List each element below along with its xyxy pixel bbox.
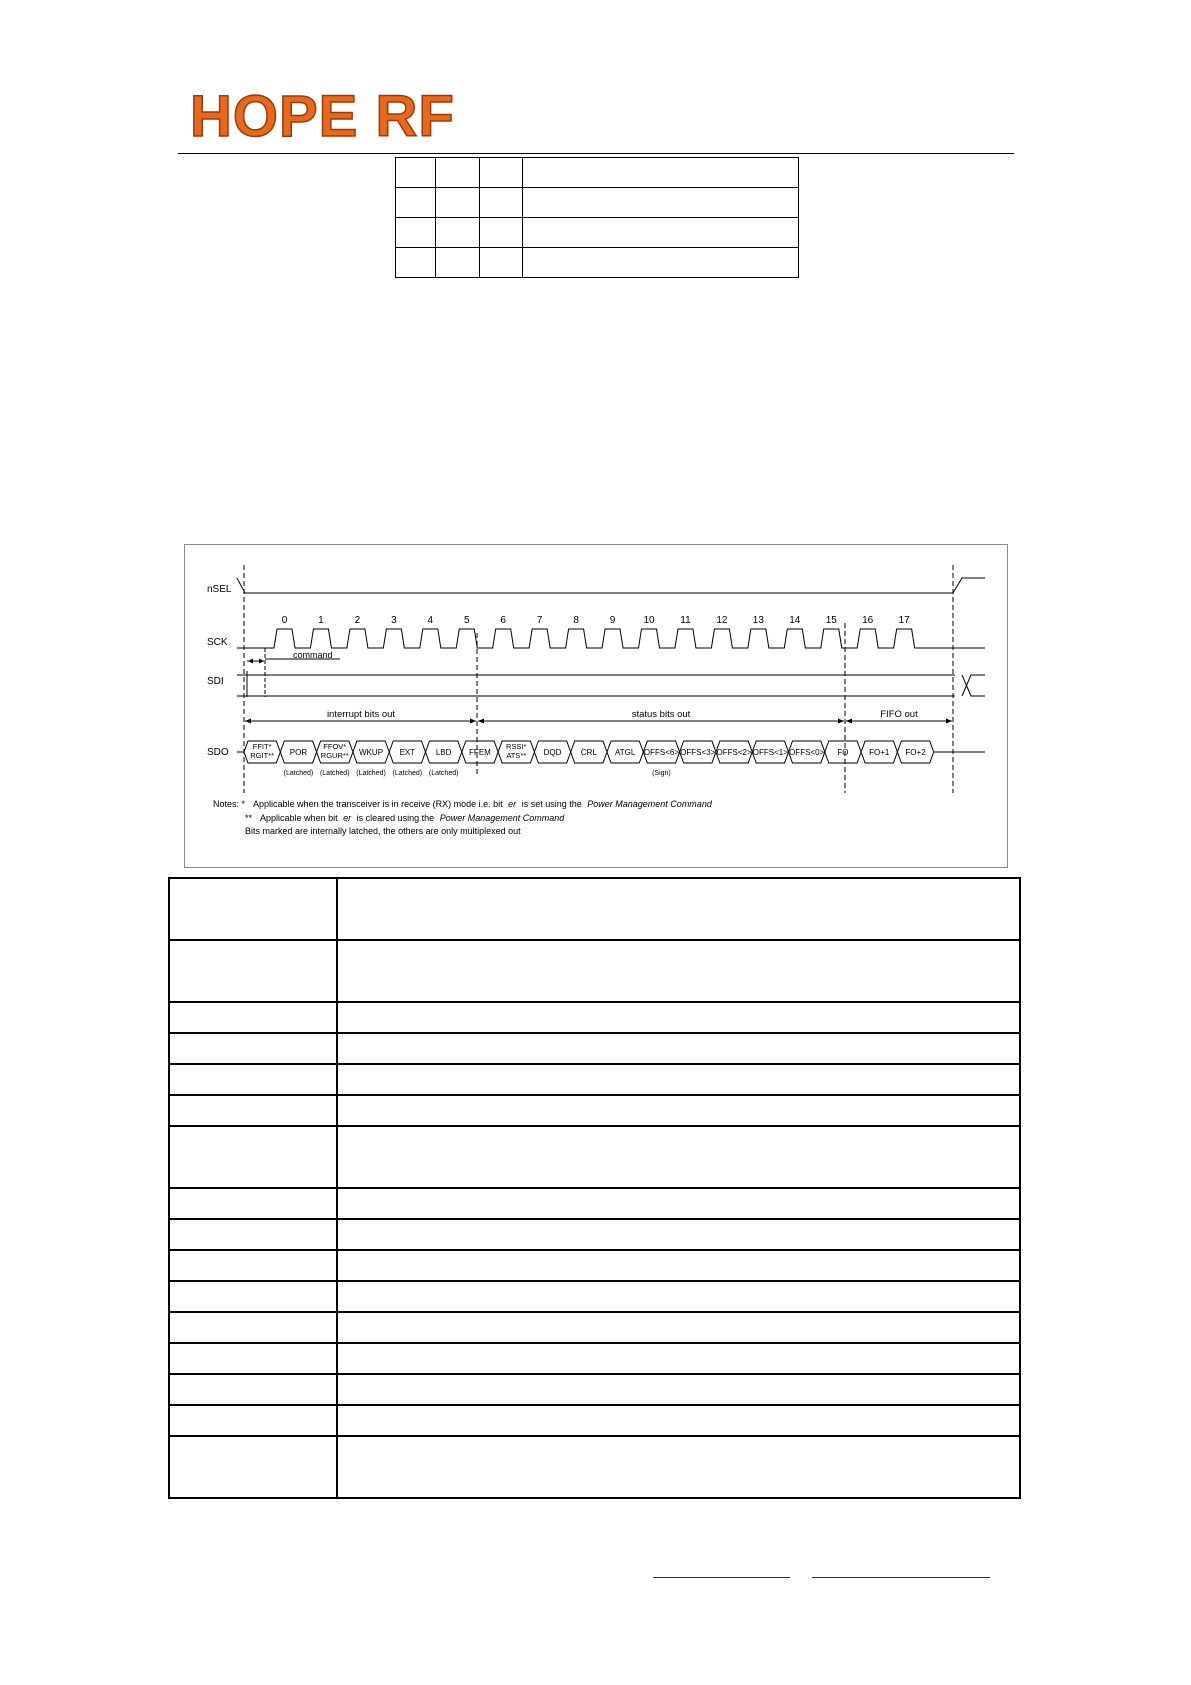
bit-description-cell [337, 878, 1020, 940]
arrowhead-left [248, 659, 253, 664]
clock-number: 14 [789, 615, 801, 626]
sdo-bit-label: CRL [580, 748, 597, 757]
command-label: command [293, 650, 333, 660]
bit-description-cell [337, 1219, 1020, 1250]
bit-name-cell [169, 1219, 337, 1250]
bit-description-cell [337, 1374, 1020, 1405]
clock-number: 8 [573, 615, 579, 626]
clock-number: 4 [427, 615, 434, 626]
bit-description-cell [337, 1312, 1020, 1343]
note-line-1: Notes: * Applicable when the transceiver is in receive (RX) mode i.e. bit er is set using the Power Management Command [213, 799, 712, 809]
bit-name-cell [169, 1095, 337, 1126]
sdo-bit-label: RGIT** [250, 751, 275, 760]
table-row [396, 218, 799, 248]
clock-number: 13 [752, 615, 764, 626]
sdo-bit-note: (Latched) [428, 770, 459, 777]
bit-description-cell [337, 1095, 1020, 1126]
bit-description-cell [337, 1002, 1020, 1033]
sdo-bit-label: WKUP [359, 748, 384, 757]
sdo-bit-note: (Latched) [392, 770, 423, 777]
section-label-status: status bits out [631, 709, 691, 720]
bit-description-cell [337, 1064, 1020, 1095]
table-row [169, 1374, 1020, 1405]
table-row [169, 1002, 1020, 1033]
table-row [169, 1095, 1020, 1126]
clock-number: 11 [680, 615, 691, 626]
clock-numbers [282, 615, 910, 626]
sdo-bit-label: ATS** [506, 751, 527, 760]
bit-name-cell [169, 1343, 337, 1374]
section-label-fifo: FIFO out [880, 709, 918, 720]
clock-number: 16 [862, 615, 874, 626]
table-row [169, 1436, 1020, 1498]
table-row [169, 1126, 1020, 1188]
bit-name-cell [169, 1250, 337, 1281]
bit-name-cell [169, 1188, 337, 1219]
bit-description-cell [337, 1188, 1020, 1219]
table-row [169, 940, 1020, 1002]
table-row [169, 1188, 1020, 1219]
sdo-bit-label: EXT [399, 748, 416, 757]
bit-name-cell [169, 1002, 337, 1033]
bit-description-cell [337, 1033, 1020, 1064]
clock-number: 10 [643, 615, 655, 626]
footer-link-underline[interactable] [812, 1577, 990, 1578]
sdo-bit-label: OFFS<2> [716, 748, 752, 757]
hope-rf-logo: HOPE RF [190, 84, 455, 149]
sdo-bit-label: FFEM [469, 748, 491, 757]
sdo-bit-label: OFFS<3> [680, 748, 716, 757]
clock-number: 9 [609, 615, 616, 626]
clock-number: 0 [281, 615, 288, 626]
bit-description-cell [337, 1250, 1020, 1281]
sdo-bit-label: OFFS<0> [789, 748, 825, 757]
bit-description-cell [337, 1343, 1020, 1374]
bit-name-cell [169, 1126, 337, 1188]
sdo-bit-label: RGUR** [320, 751, 349, 760]
signal-label-sdo: SDO [207, 747, 229, 758]
table-row [169, 1281, 1020, 1312]
sdo-bit-label: OFFS<6> [643, 748, 680, 757]
bit-name-cell [169, 878, 337, 940]
timing-svg [185, 545, 1007, 867]
bit-name-cell [169, 1405, 337, 1436]
signal-label-sck: SCK [207, 637, 228, 648]
sdo-bit-label: RSSI* [506, 742, 527, 751]
bit-description-cell [337, 1281, 1020, 1312]
sck-waveform [237, 629, 985, 648]
section-label-interrupt: interrupt bits out [326, 709, 396, 720]
bit-name-cell [169, 1033, 337, 1064]
signal-label-nsel: nSEL [207, 584, 232, 595]
sdo-bit-note: (Latched) [283, 770, 314, 777]
table-row [169, 1405, 1020, 1436]
sdo-bit-label: FO+1 [869, 748, 890, 757]
table-row [396, 188, 799, 218]
bit-table [395, 157, 799, 278]
clock-number: 6 [500, 615, 506, 626]
arrowhead-right [259, 659, 264, 664]
clock-number: 12 [716, 615, 728, 626]
status-bit-description-table [168, 877, 1021, 1499]
sdo-bit-label: FFIT* [252, 742, 272, 751]
signal-label-sdi: SDI [207, 676, 224, 687]
table-row [396, 158, 799, 188]
sdo-bus [237, 741, 985, 777]
table-row [396, 248, 799, 278]
sdi-waveform [237, 675, 985, 696]
table-row [169, 1219, 1020, 1250]
clock-number: 1 [318, 615, 324, 626]
sdo-bit-label: OFFS<1> [752, 748, 788, 757]
clock-number: 7 [536, 615, 543, 626]
sdo-bit-label: POR [289, 748, 308, 757]
sdo-bit-label: FO [837, 748, 849, 757]
bit-description-cell [337, 1405, 1020, 1436]
table-row [169, 1343, 1020, 1374]
nsel-waveform [237, 578, 985, 593]
header-divider [178, 153, 1014, 154]
table-row [169, 1033, 1020, 1064]
bit-name-cell [169, 1312, 337, 1343]
bit-name-cell [169, 1281, 337, 1312]
note-line-2: ** Applicable when bit er is cleared using the Power Management Command [245, 813, 565, 823]
sdo-bit-note: (Sign) [652, 770, 671, 777]
bit-description-cell [337, 940, 1020, 1002]
status-read-timing-diagram [184, 544, 1008, 868]
bit-name-cell [169, 1064, 337, 1095]
sdo-bit-note: (Latched) [319, 770, 350, 777]
sdo-bit-label: DQD [543, 748, 562, 757]
clock-number: 5 [463, 615, 470, 626]
table-row [169, 1250, 1020, 1281]
bit-name-cell [169, 1436, 337, 1498]
sdo-bit-note: (Latched) [356, 770, 386, 777]
table-row [169, 1312, 1020, 1343]
bit-description-cell [337, 1436, 1020, 1498]
clock-number: 15 [825, 615, 837, 626]
bit-description-cell [337, 1126, 1020, 1188]
sdo-bit-label: FO+2 [905, 748, 926, 757]
bit-name-cell [169, 1374, 337, 1405]
clock-number: 2 [354, 615, 361, 626]
note-line-3: Bits marked are internally latched, the others are only multiplexed out [245, 826, 521, 836]
footer-link-underline[interactable] [653, 1577, 790, 1578]
clock-number: 17 [898, 615, 910, 626]
table-row [169, 1064, 1020, 1095]
sdo-bit-label: FFOV* [323, 742, 347, 751]
bit-name-cell [169, 940, 337, 1002]
sdo-bit-label: ATGL [614, 748, 636, 757]
table-row [169, 878, 1020, 940]
sdo-bit-label: LBD [435, 748, 452, 757]
clock-number: 3 [391, 615, 397, 626]
